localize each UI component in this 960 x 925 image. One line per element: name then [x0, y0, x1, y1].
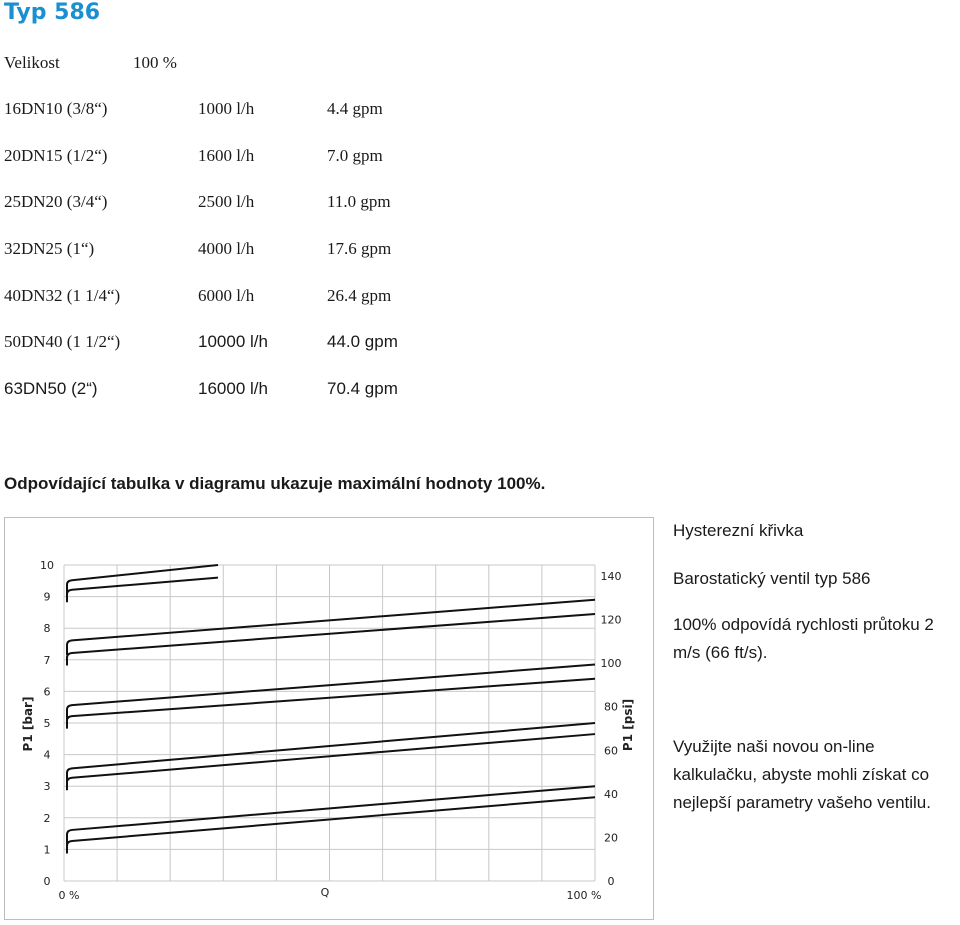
y-tick-label: 1 — [43, 843, 51, 857]
row-flow: 16000 l/h — [198, 379, 268, 398]
row-gpm: 17.6 gpm — [327, 239, 392, 258]
y-axis-label: P1 [bar] — [21, 696, 35, 752]
row-gpm: 26.4 gpm — [327, 286, 392, 305]
y2-tick-label: 60 — [604, 744, 618, 758]
y2-tick-label: 120 — [600, 613, 622, 627]
row-gpm: 70.4 gpm — [327, 379, 398, 398]
row-size: 16DN10 (3/8“) — [4, 99, 108, 118]
chart-series — [67, 565, 595, 854]
y-tick-label: 6 — [43, 685, 51, 699]
row-gpm: 4.4 gpm — [327, 99, 383, 118]
chart-grid — [64, 565, 595, 881]
y2-tick-label: 40 — [604, 787, 618, 801]
row-flow: 1600 l/h — [198, 146, 255, 165]
series-line — [67, 578, 218, 603]
series-line — [67, 679, 595, 729]
y-tick-label: 10 — [40, 559, 54, 572]
row-gpm: 7.0 gpm — [327, 146, 383, 165]
x-tick-label: 0 % — [58, 889, 80, 902]
series-line — [67, 614, 595, 666]
y-tick-label: 7 — [43, 653, 51, 667]
y-tick-label: 3 — [43, 780, 51, 794]
row-gpm: 11.0 gpm — [327, 192, 391, 211]
row-flow: 4000 l/h — [198, 239, 255, 258]
y2-tick-label: 20 — [604, 831, 618, 845]
y-tick-label: 5 — [43, 717, 51, 730]
row-size: 50DN40 (1 1/2“) — [4, 332, 121, 351]
y-tick-label: 0 — [43, 875, 51, 888]
x-tick-label: 100 % — [566, 889, 602, 902]
row-flow: 10000 l/h — [198, 332, 268, 351]
y-tick-label: 4 — [43, 748, 51, 762]
y2-tick-label: 0 — [607, 875, 615, 888]
row-size: 63DN50 (2“) — [4, 379, 98, 398]
row-size: 40DN32 (1 1/4“) — [4, 286, 121, 305]
page-title: Typ 586 — [4, 0, 101, 25]
summary-text: Odpovídající tabulka v diagramu ukazuje maximální hodnoty 100%. — [4, 474, 546, 493]
y2-tick-label: 100 — [600, 657, 622, 671]
row-flow: 2500 l/h — [198, 192, 255, 211]
side-note: 100% odpovídá rychlosti průtoku 2 m/s (66 ft/s). — [673, 615, 934, 662]
size-label: Velikost — [4, 53, 60, 72]
row-size: 32DN25 (1“) — [4, 239, 95, 258]
side-subtitle: Barostatický ventil typ 586 — [673, 569, 871, 588]
series-line — [67, 723, 595, 783]
row-flow: 6000 l/h — [198, 286, 255, 305]
y2-tick-label: 140 — [600, 569, 622, 583]
row-flow: 1000 l/h — [198, 99, 255, 118]
y-tick-label: 9 — [43, 590, 51, 604]
series-line — [67, 797, 595, 853]
x-axis-label: Q — [320, 886, 330, 899]
hysteresis-chart — [5, 518, 653, 919]
row-size: 25DN20 (3/4“) — [4, 192, 108, 211]
y-tick-label: 8 — [43, 622, 51, 636]
size-value: 100 % — [133, 53, 177, 72]
side-promo: Využijte naši novou on-line kalkulačku, abyste mohli získat co nejlepší parametry vašeho ventilu. — [673, 737, 931, 812]
y2-axis-label: P1 [psi] — [621, 698, 635, 752]
row-size: 20DN15 (1/2“) — [4, 146, 108, 165]
chart-frame — [4, 517, 654, 920]
side-heading: Hysterezní křivka — [673, 521, 804, 540]
y2-tick-label: 80 — [604, 700, 618, 714]
y-tick-label: 2 — [43, 811, 51, 825]
chart-labels — [21, 559, 635, 902]
row-gpm: 44.0 gpm — [327, 332, 398, 351]
